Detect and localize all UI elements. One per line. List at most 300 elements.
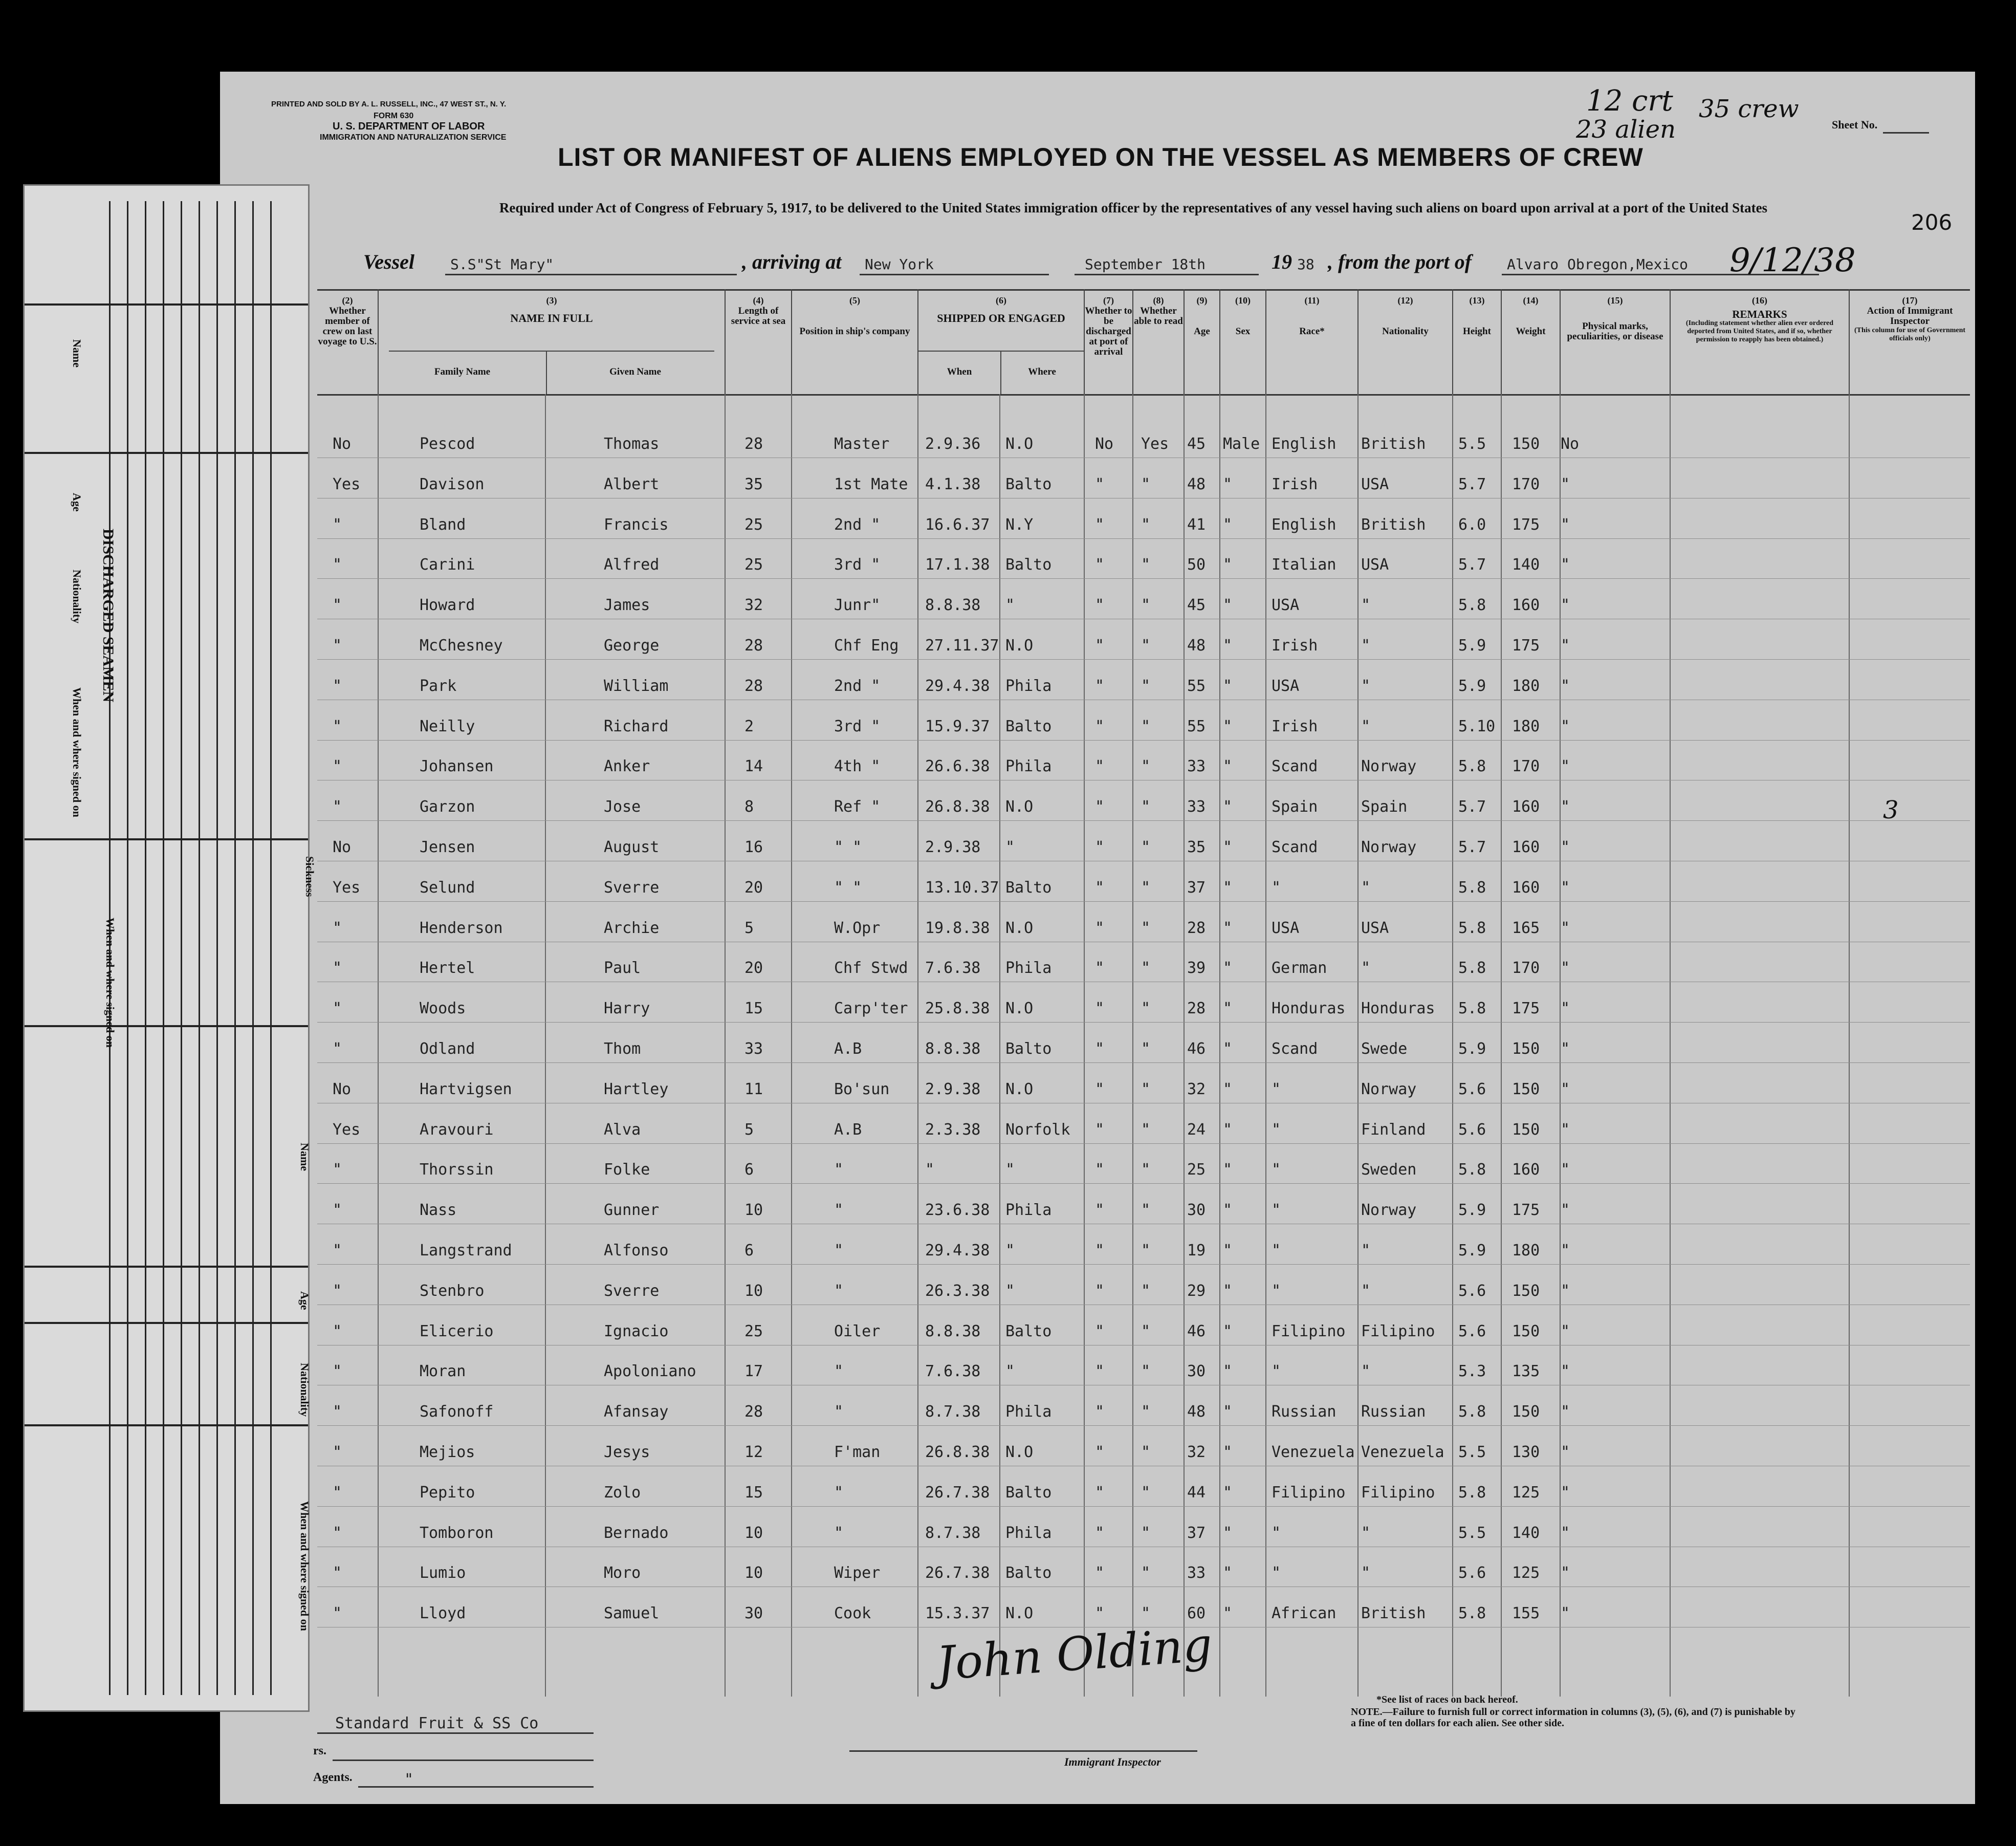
nationality-cell: Norway (1361, 757, 1417, 776)
race-cell: " (1272, 1161, 1281, 1179)
read-cell: " (1141, 878, 1151, 897)
weight-cell: 175 (1512, 637, 1540, 655)
given-name-cell: Zolo (604, 1483, 641, 1502)
shipped-where-cell: Phila (1005, 677, 1052, 695)
sheet-number-label: Sheet No. (1832, 118, 1878, 131)
shipped-where-cell: Balto (1005, 878, 1052, 897)
row-rule (317, 659, 1970, 660)
race-cell: " (1272, 1362, 1281, 1381)
discharge-cell: " (1095, 1604, 1105, 1623)
weight-cell: 130 (1512, 1443, 1540, 1461)
shipped-where-cell: Balto (1005, 717, 1052, 735)
position-cell: Chf Stwd (834, 959, 908, 978)
discharge-cell: " (1095, 1483, 1105, 1502)
discharge-cell: " (1095, 878, 1105, 897)
service-length-cell: 28 (744, 637, 763, 655)
prev-voyage-cell: " (333, 1322, 342, 1340)
nationality-cell: Swede (1361, 1040, 1408, 1058)
physical-marks-cell: " (1561, 475, 1570, 493)
col-divider (317, 394, 379, 1697)
height-cell: 5.7 (1458, 798, 1486, 816)
row-rule (317, 1062, 1970, 1063)
vessel-name: S.S"St Mary" (450, 256, 554, 273)
shipped-when-cell: 26.8.38 (925, 798, 990, 816)
read-cell: " (1141, 677, 1151, 695)
read-cell: " (1141, 1282, 1151, 1300)
age-cell: 44 (1187, 1483, 1206, 1502)
height-cell: 5.8 (1458, 919, 1486, 937)
col-header-8: (8) Whether able to read (1133, 289, 1185, 394)
family-name-cell: Bland (420, 515, 466, 534)
height-cell: 5.7 (1458, 475, 1486, 493)
read-cell: " (1141, 1524, 1151, 1542)
physical-marks-cell: No (1561, 435, 1580, 453)
height-cell: 5.6 (1458, 1282, 1486, 1300)
shipped-where-cell: N.O (1005, 1080, 1034, 1098)
col-header-12: (12) Nationality (1358, 289, 1453, 394)
nationality-cell: " (1361, 1524, 1371, 1542)
prev-voyage-cell: No (333, 435, 352, 453)
prev-voyage-cell: " (333, 1040, 342, 1058)
read-cell: " (1141, 1443, 1151, 1461)
physical-marks-cell: " (1561, 1362, 1570, 1381)
port-underline (860, 274, 1049, 275)
weight-cell: 150 (1512, 1120, 1540, 1139)
age-cell: 46 (1187, 1040, 1206, 1058)
given-name-cell: Bernado (604, 1524, 669, 1542)
physical-marks-cell: " (1561, 959, 1570, 978)
shipped-where-cell: Balto (1005, 1483, 1052, 1502)
discharge-cell: " (1095, 1282, 1105, 1300)
family-name-cell: Hertel (420, 959, 475, 978)
nationality-cell: " (1361, 717, 1371, 735)
race-cell: Honduras (1272, 1000, 1346, 1018)
race-cell: Filipino (1272, 1483, 1346, 1502)
weight-cell: 135 (1512, 1362, 1540, 1381)
row-rule (317, 901, 1970, 902)
age-cell: 55 (1187, 677, 1206, 695)
sex-cell: " (1223, 717, 1233, 735)
nationality-cell: Norway (1361, 1080, 1417, 1098)
weight-cell: 150 (1512, 1282, 1540, 1300)
prev-voyage-cell: " (333, 1201, 342, 1220)
weight-cell: 160 (1512, 1161, 1540, 1179)
physical-marks-cell: " (1561, 1604, 1570, 1623)
height-cell: 5.8 (1458, 878, 1486, 897)
family-name-cell: Neilly (420, 717, 475, 735)
read-cell: " (1141, 1120, 1151, 1139)
position-cell: " (834, 1362, 844, 1381)
shipped-when-cell: 15.9.37 (925, 717, 990, 735)
race-cell: USA (1272, 596, 1300, 615)
sex-cell: " (1223, 475, 1233, 493)
height-cell: 5.8 (1458, 959, 1486, 978)
given-name-cell: William (604, 677, 669, 695)
prev-voyage-cell: " (333, 919, 342, 937)
sex-cell: " (1223, 1483, 1233, 1502)
height-cell: 5.5 (1458, 1443, 1486, 1461)
service-length-cell: 10 (744, 1282, 763, 1300)
family-name-cell: Langstrand (420, 1242, 512, 1259)
position-cell: Chf Eng (834, 637, 899, 655)
weight-cell: 160 (1512, 878, 1540, 897)
weight-cell: 180 (1512, 677, 1540, 695)
given-name-cell: Sverre (604, 1282, 660, 1300)
shipped-where-cell: N.O (1005, 1604, 1034, 1623)
physical-marks-cell: " (1561, 596, 1570, 615)
height-cell: 5.8 (1458, 1161, 1486, 1179)
nationality-cell: Norway (1361, 1201, 1417, 1220)
shipped-where-cell: Phila (1005, 757, 1052, 776)
prev-voyage-cell: " (333, 1362, 342, 1381)
race-cell: English (1272, 515, 1336, 534)
read-cell: " (1141, 798, 1151, 816)
age-cell: 48 (1187, 1403, 1206, 1421)
form-title: LIST OR MANIFEST OF ALIENS EMPLOYED ON THE VESSEL AS MEMBERS OF CREW (558, 143, 1644, 171)
inspector-line (849, 1750, 1197, 1752)
weight-cell: 175 (1512, 515, 1540, 534)
family-name-cell: Pescod (420, 435, 475, 453)
family-name-cell: Lumio (420, 1564, 466, 1582)
shipped-where-cell: Norfolk (1005, 1120, 1070, 1139)
discharge-cell: " (1095, 637, 1105, 655)
prev-voyage-cell: " (333, 757, 342, 776)
inspector-mark: 3 (1883, 796, 1899, 824)
agents-underline (358, 1786, 594, 1788)
age-cell: 33 (1187, 1564, 1206, 1582)
sex-cell: " (1223, 798, 1233, 816)
race-cell: Russian (1272, 1403, 1336, 1421)
prev-voyage-cell: " (333, 556, 342, 574)
service-length-cell: 20 (744, 878, 763, 897)
arrival-port: New York (865, 256, 934, 273)
age-cell: 45 (1187, 596, 1206, 615)
row-rule (317, 820, 1970, 821)
shipped-where-cell: " (1005, 1282, 1015, 1300)
shipped-when-cell: 7.6.38 (925, 959, 981, 978)
discharge-cell: " (1095, 1322, 1105, 1340)
nationality-cell: USA (1361, 475, 1389, 493)
service-length-cell: 28 (744, 677, 763, 695)
weight-cell: 170 (1512, 757, 1540, 776)
family-name-cell: Pepito (420, 1483, 475, 1502)
height-cell: 5.6 (1458, 1120, 1486, 1139)
owners-label: rs. (313, 1744, 326, 1757)
given-name-cell: Hartley (604, 1080, 669, 1098)
service-length-cell: 2 (744, 717, 754, 735)
shipped-when-cell: 8.8.38 (925, 1040, 981, 1058)
position-cell: Oiler (834, 1322, 881, 1340)
sex-cell: " (1223, 596, 1233, 615)
shipped-where-cell: N.O (1005, 798, 1034, 816)
col-header-9: (9) Age (1185, 289, 1220, 394)
col-header-10: (10) Sex (1220, 289, 1266, 394)
row-rule (317, 1425, 1970, 1426)
physical-marks-cell: " (1561, 515, 1570, 534)
discharge-cell: " (1095, 1242, 1105, 1259)
family-name-cell: Elicerio (420, 1322, 494, 1340)
shipped-where-cell: " (1005, 1242, 1015, 1259)
when-header: When (947, 366, 972, 377)
service-length-cell: 15 (744, 1000, 763, 1018)
discharge-cell: " (1095, 475, 1105, 493)
strip-title: DISCHARGED SEAMEN (100, 529, 117, 703)
company-underline (317, 1732, 594, 1734)
weight-cell: 170 (1512, 959, 1540, 978)
row-rule (317, 1506, 1970, 1507)
physical-marks-cell: " (1561, 1322, 1570, 1340)
discharge-cell: " (1095, 1120, 1105, 1139)
vessel-label: Vessel (363, 250, 414, 273)
shipped-when-cell: 8.8.38 (925, 596, 981, 615)
date-underline (1075, 274, 1259, 275)
age-cell: 29 (1187, 1282, 1206, 1300)
age-cell: 37 (1187, 878, 1206, 897)
prev-voyage-cell: " (333, 1443, 342, 1461)
race-cell: USA (1272, 919, 1300, 937)
prev-voyage-cell: " (333, 637, 342, 655)
physical-marks-cell: " (1561, 1483, 1570, 1502)
height-cell: 5.8 (1458, 1483, 1486, 1502)
nationality-cell: " (1361, 1282, 1371, 1300)
height-cell: 5.7 (1458, 556, 1486, 574)
given-name-cell: Jesys (604, 1443, 650, 1461)
position-cell: 2nd " (834, 515, 881, 534)
weight-cell: 125 (1512, 1483, 1540, 1502)
weight-cell: 155 (1512, 1604, 1540, 1623)
given-name-cell: Ignacio (604, 1322, 669, 1340)
col-header-17: (17) Action of Immigrant Inspector (This column for use of Government officials only) (1854, 295, 1966, 342)
agents-value: " (404, 1771, 414, 1789)
strip-age-label-2: Age (298, 1291, 311, 1310)
physical-marks-cell: " (1561, 1040, 1570, 1058)
shipped-where-cell: Balto (1005, 556, 1052, 574)
height-cell: 5.10 (1458, 717, 1496, 735)
race-cell: Italian (1272, 556, 1336, 574)
read-cell: " (1141, 637, 1151, 655)
service-length-cell: 10 (744, 1564, 763, 1582)
position-cell: " " (834, 878, 862, 897)
given-name-cell: George (604, 637, 660, 655)
strip-when-where-label: When and where signed on (104, 918, 117, 1048)
strip-signed-label-2: When and where signed on (298, 1501, 311, 1631)
family-name-cell: Moran (420, 1362, 466, 1381)
shipped-where-cell: N.O (1005, 1000, 1034, 1018)
shipped-when-cell: 2.9.38 (925, 1080, 981, 1098)
age-cell: 37 (1187, 1524, 1206, 1542)
shipped-when-cell: 26.7.38 (925, 1564, 990, 1582)
row-rule (317, 578, 1970, 579)
vessel-underline (445, 274, 737, 275)
shipped-where-cell: " (1005, 838, 1015, 856)
weight-cell: 180 (1512, 1242, 1540, 1259)
age-cell: 41 (1187, 515, 1206, 534)
service-length-cell: 10 (744, 1201, 763, 1220)
age-cell: 25 (1187, 1161, 1206, 1179)
where-header: Where (1028, 366, 1056, 377)
prev-voyage-cell: " (333, 798, 342, 816)
family-name-cell: Aravouri (420, 1120, 494, 1139)
sex-cell: " (1223, 1201, 1233, 1220)
discharge-cell: " (1095, 959, 1105, 978)
sex-cell: " (1223, 677, 1233, 695)
weight-cell: 175 (1512, 1000, 1540, 1018)
col-divider (1561, 394, 1671, 1697)
shipped-where-cell: N.O (1005, 919, 1034, 937)
discharge-cell: " (1095, 1524, 1105, 1542)
physical-marks-cell: " (1561, 1080, 1570, 1098)
race-cell: Scand (1272, 1040, 1318, 1058)
family-name-cell: McChesney (420, 637, 503, 655)
physical-marks-cell: " (1561, 717, 1570, 735)
discharge-cell: " (1095, 677, 1105, 695)
hand-count-crt: 12 crt (1586, 84, 1673, 118)
shipped-when-cell: 8.7.38 (925, 1524, 981, 1542)
height-cell: 5.6 (1458, 1564, 1486, 1582)
nationality-cell: USA (1361, 919, 1389, 937)
physical-marks-cell: " (1561, 1242, 1570, 1259)
race-cell: Scand (1272, 757, 1318, 776)
family-name-cell: Tomboron (420, 1524, 494, 1542)
shipped-when-cell: " (925, 1161, 935, 1179)
shipped-where-cell: " (1005, 1161, 1015, 1179)
prev-voyage-cell: Yes (333, 1120, 361, 1139)
col-header-5: (5) Position in ship's company (792, 289, 918, 394)
discharge-cell: " (1095, 1443, 1105, 1461)
discharge-cell: " (1095, 838, 1105, 856)
family-name-cell: Woods (420, 1000, 466, 1018)
read-cell: " (1141, 596, 1151, 615)
sex-cell: " (1223, 1443, 1233, 1461)
col-header-3: (3) NAME IN FULL Family Name Given Name (379, 289, 726, 394)
prev-voyage-cell: " (333, 1483, 342, 1502)
row-rule (317, 1022, 1970, 1023)
weight-cell: 150 (1512, 435, 1540, 453)
position-cell: Junr" (834, 596, 881, 615)
shipped-where-cell: N.O (1005, 637, 1034, 655)
family-name-cell: Lloyd (420, 1604, 466, 1623)
col-header-16: (16) REMARKS (Including statement whether alien ever ordered deported from United States, and if so, whether permission to reapply has been obtained.) (1671, 289, 1850, 394)
hand-count-alien: 23 alien (1576, 115, 1676, 144)
col-header-6: (6) SHIPPED OR ENGAGED When Where (918, 289, 1085, 394)
prev-voyage-cell: " (333, 1282, 342, 1300)
given-name-cell: Anker (604, 757, 650, 776)
position-cell: 3rd " (834, 717, 881, 735)
position-cell: 2nd " (834, 677, 881, 695)
owners-underline (333, 1760, 594, 1761)
height-cell: 5.9 (1458, 1201, 1486, 1220)
departure-port: Alvaro Obregon,Mexico (1507, 256, 1689, 273)
age-cell: 50 (1187, 556, 1206, 574)
family-name-cell: Howard (420, 596, 475, 615)
nationality-cell: Honduras (1361, 1000, 1435, 1018)
shipped-where-cell: Balto (1005, 475, 1052, 493)
position-cell: A.B (834, 1040, 862, 1058)
row-rule (317, 538, 1970, 539)
prev-voyage-cell: " (333, 1604, 342, 1623)
hand-date: 9/12/38 (1729, 242, 1856, 279)
family-name-cell: Garzon (420, 798, 475, 816)
form-number: FORM 630 (374, 112, 414, 120)
nationality-cell: Filipino (1361, 1483, 1435, 1502)
family-name-cell: Henderson (420, 919, 503, 937)
sex-cell: " (1223, 1604, 1233, 1623)
service-length-cell: 6 (744, 1242, 754, 1259)
sex-cell: " (1223, 757, 1233, 776)
col-header-13: (13) Height (1453, 289, 1502, 394)
weight-cell: 165 (1512, 919, 1540, 937)
height-cell: 5.9 (1458, 1040, 1486, 1058)
shipped-when-cell: 25.8.38 (925, 1000, 990, 1018)
discharge-cell: " (1095, 596, 1105, 615)
row-rule (317, 1264, 1970, 1265)
strip-name-label-2: Name (298, 1143, 311, 1171)
family-name-cell: Odland (420, 1040, 475, 1058)
race-cell: " (1272, 1201, 1281, 1220)
service-length-cell: 16 (744, 838, 763, 856)
service-length-cell: 5 (744, 919, 754, 937)
race-cell: English (1272, 435, 1336, 453)
given-name-cell: Gunner (604, 1201, 660, 1220)
read-cell: " (1141, 1403, 1151, 1421)
physical-marks-cell: " (1561, 838, 1570, 856)
age-cell: 32 (1187, 1443, 1206, 1461)
nationality-cell: Finland (1361, 1120, 1426, 1139)
race-cell: Filipino (1272, 1322, 1346, 1340)
sex-cell: " (1223, 838, 1233, 856)
physical-marks-cell: " (1561, 677, 1570, 695)
sex-cell: Male (1223, 435, 1260, 453)
shipped-where-cell: N.Y (1005, 515, 1034, 534)
agents-label: Agents. (313, 1771, 353, 1784)
sex-cell: " (1223, 1040, 1233, 1058)
shipped-when-cell: 27.11.37 (925, 637, 999, 655)
physical-marks-cell: " (1561, 1403, 1570, 1421)
discharge-cell: " (1095, 1080, 1105, 1098)
weight-cell: 150 (1512, 1080, 1540, 1098)
prev-voyage-cell: " (333, 959, 342, 978)
position-cell: Carp'ter (834, 1000, 908, 1018)
shipped-when-cell: 26.8.38 (925, 1443, 990, 1461)
physical-marks-cell: " (1561, 637, 1570, 655)
age-cell: 24 (1187, 1120, 1206, 1139)
strip-name-label: Name (71, 339, 83, 367)
prev-voyage-cell: " (333, 1403, 342, 1421)
given-name-cell: Alfonso (604, 1242, 669, 1259)
weight-cell: 170 (1512, 475, 1540, 493)
inspector-label: Immigrant Inspector (1064, 1755, 1161, 1768)
service-length-cell: 25 (744, 1322, 763, 1340)
nationality-cell: " (1361, 1242, 1371, 1259)
sex-cell: " (1223, 959, 1233, 978)
position-cell: " (834, 1161, 844, 1179)
read-cell: " (1141, 556, 1151, 574)
family-name-cell: Park (420, 677, 457, 695)
position-cell: W.Opr (834, 919, 881, 937)
department: U. S. DEPARTMENT OF LABOR (333, 121, 485, 132)
age-cell: 48 (1187, 637, 1206, 655)
age-cell: 48 (1187, 475, 1206, 493)
given-name-cell: Folke (604, 1161, 650, 1179)
shipped-where-cell: Balto (1005, 1040, 1052, 1058)
race-cell: " (1272, 1242, 1281, 1259)
sex-cell: " (1223, 1282, 1233, 1300)
family-name-cell: Selund (420, 878, 475, 897)
family-name-cell: Nass (420, 1201, 457, 1220)
age-cell: 39 (1187, 959, 1206, 978)
age-cell: 19 (1187, 1242, 1206, 1259)
nationality-cell: " (1361, 637, 1371, 655)
